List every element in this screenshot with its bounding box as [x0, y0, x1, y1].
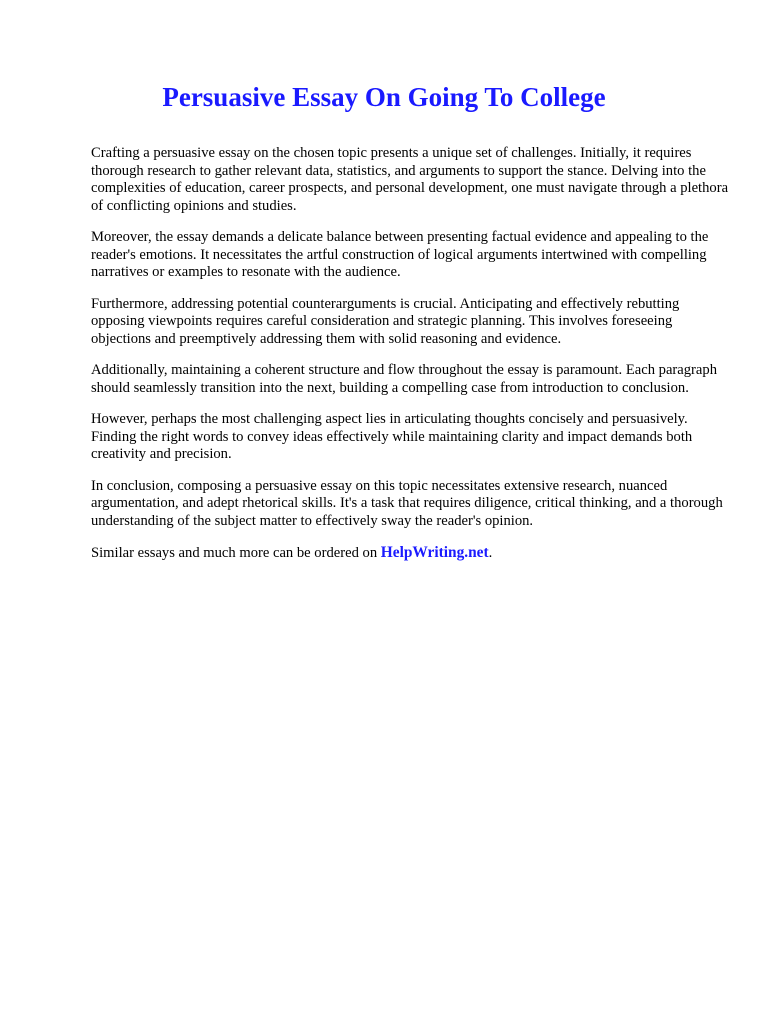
paragraph-balance: Moreover, the essay demands a delicate balance between presenting factual evidence and appealing to the reader's emotions. It necessitates the artful construction of logical arguments intertwined with compelling narratives or examples to resonate with the audience. — [91, 229, 709, 280]
order-line — [91, 544, 731, 563]
order-line-prefix: Similar essays and much more can be ordered on — [91, 545, 381, 561]
order-line-suffix: . — [488, 545, 493, 561]
paragraph-intro: Crafting a persuasive essay on the chosen topic presents a unique set of challenges. Initially, it requires thorough research to gather relevant data, statistics, and arguments to support the stance. Delving into the complexities of education, career prospects, and personal development, one must navigate through a plethora of conflicting opinions and studies. — [91, 145, 729, 214]
paragraph-structure: Additionally, maintaining a coherent structure and flow throughout the essay is paramount. Each paragraph should seamlessly transition into the next, building a compelling case from introduction to conclusion. — [91, 362, 717, 396]
paragraph-conclusion: In conclusion, composing a persuasive essay on this topic necessitates extensive research, nuanced argumentation, and adept rhetorical skills. It's a task that requires diligence, critical thinking, and a thorough understanding of the subject matter to effectively sway the reader's opinion. — [91, 477, 723, 529]
paragraph-articulation: However, perhaps the most challenging aspect lies in articulating thoughts concisely and persuasively. Finding the right words to convey ideas effectively while maintaining clarity and impact demands both creativity and precision. — [91, 411, 693, 462]
helpwriting-link[interactable]: HelpWriting.net — [380, 544, 489, 561]
paragraph-counterarguments: Furthermore, addressing potential counterarguments is crucial. Anticipating and effectively rebutting opposing viewpoints requires careful consideration and strategic planning. This involves foreseeing objections and preemptively addressing them with solid reasoning and evidence. — [91, 295, 680, 347]
document-title: Persuasive Essay On Going To College — [162, 82, 606, 112]
document-body — [91, 145, 731, 563]
